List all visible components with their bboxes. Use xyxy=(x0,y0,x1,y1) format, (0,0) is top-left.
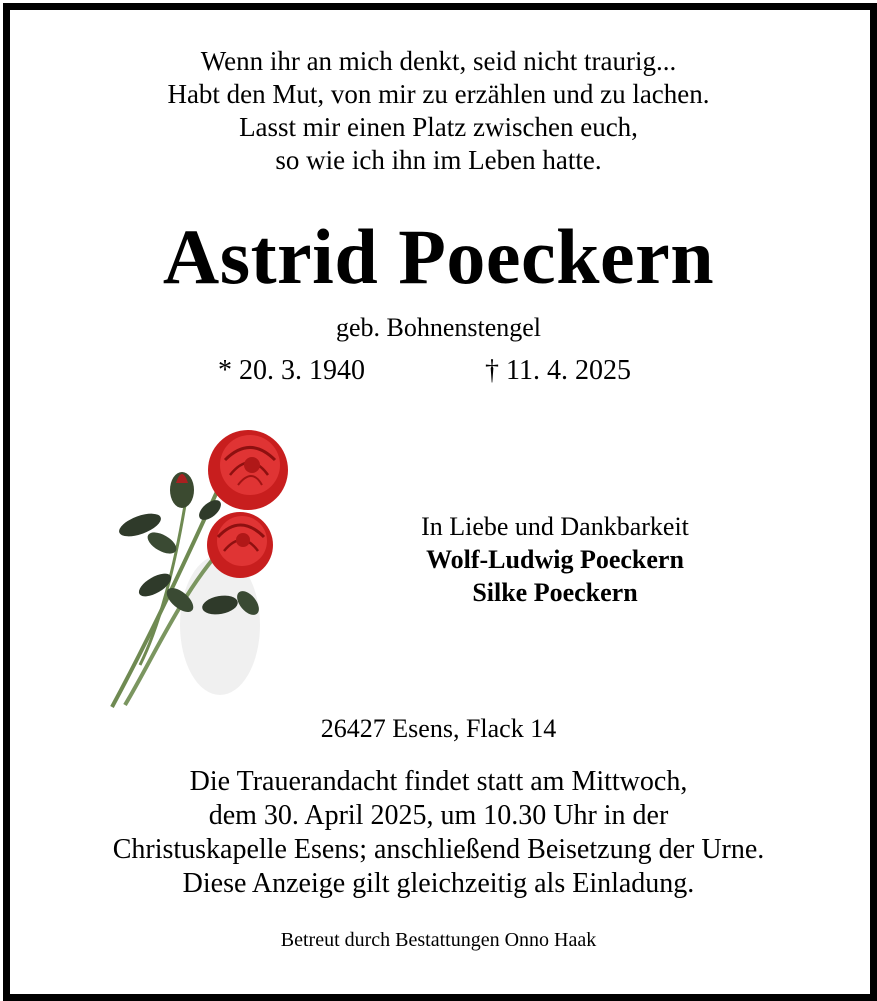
birth-date: * 20. 3. 1940 xyxy=(218,355,365,386)
mourners-intro: In Liebe und Dankbarkeit xyxy=(421,512,689,541)
poem-line: so wie ich ihn im Leben hatte. xyxy=(275,145,602,175)
mourners-block xyxy=(350,510,760,609)
ceremony-line: Diese Anzeige gilt gleichzeitig als Einladung. xyxy=(182,868,695,899)
ceremony-line: dem 30. April 2025, um 10.30 Uhr in der xyxy=(208,800,669,831)
poem-line: Lasst mir einen Platz zwischen euch, xyxy=(239,112,638,142)
ceremony-info xyxy=(0,765,877,901)
born-name: geb. Bohnenstengel xyxy=(335,313,542,342)
undertaker-credit: Betreut durch Bestattungen Onno Haak xyxy=(280,929,597,951)
address: 26427 Esens, Flack 14 xyxy=(320,714,557,743)
poem-line: Wenn ihr an mich denkt, seid nicht traurig... xyxy=(200,46,677,76)
mourner-name: Wolf-Ludwig Poeckern xyxy=(426,545,684,574)
poem-line: Habt den Mut, von mir zu erzählen und zu lachen. xyxy=(167,79,710,109)
ceremony-line: Die Trauerandacht findet statt am Mittwoch, xyxy=(189,766,688,797)
poem xyxy=(0,45,877,177)
deceased-name: Astrid Poeckern xyxy=(162,213,715,300)
red-roses-icon xyxy=(100,425,320,725)
ceremony-line: Christuskapelle Esens; anschließend Beisetzung der Urne. xyxy=(112,834,765,865)
death-date: † 11. 4. 2025 xyxy=(485,355,631,386)
mourner-name: Silke Poeckern xyxy=(472,578,638,607)
